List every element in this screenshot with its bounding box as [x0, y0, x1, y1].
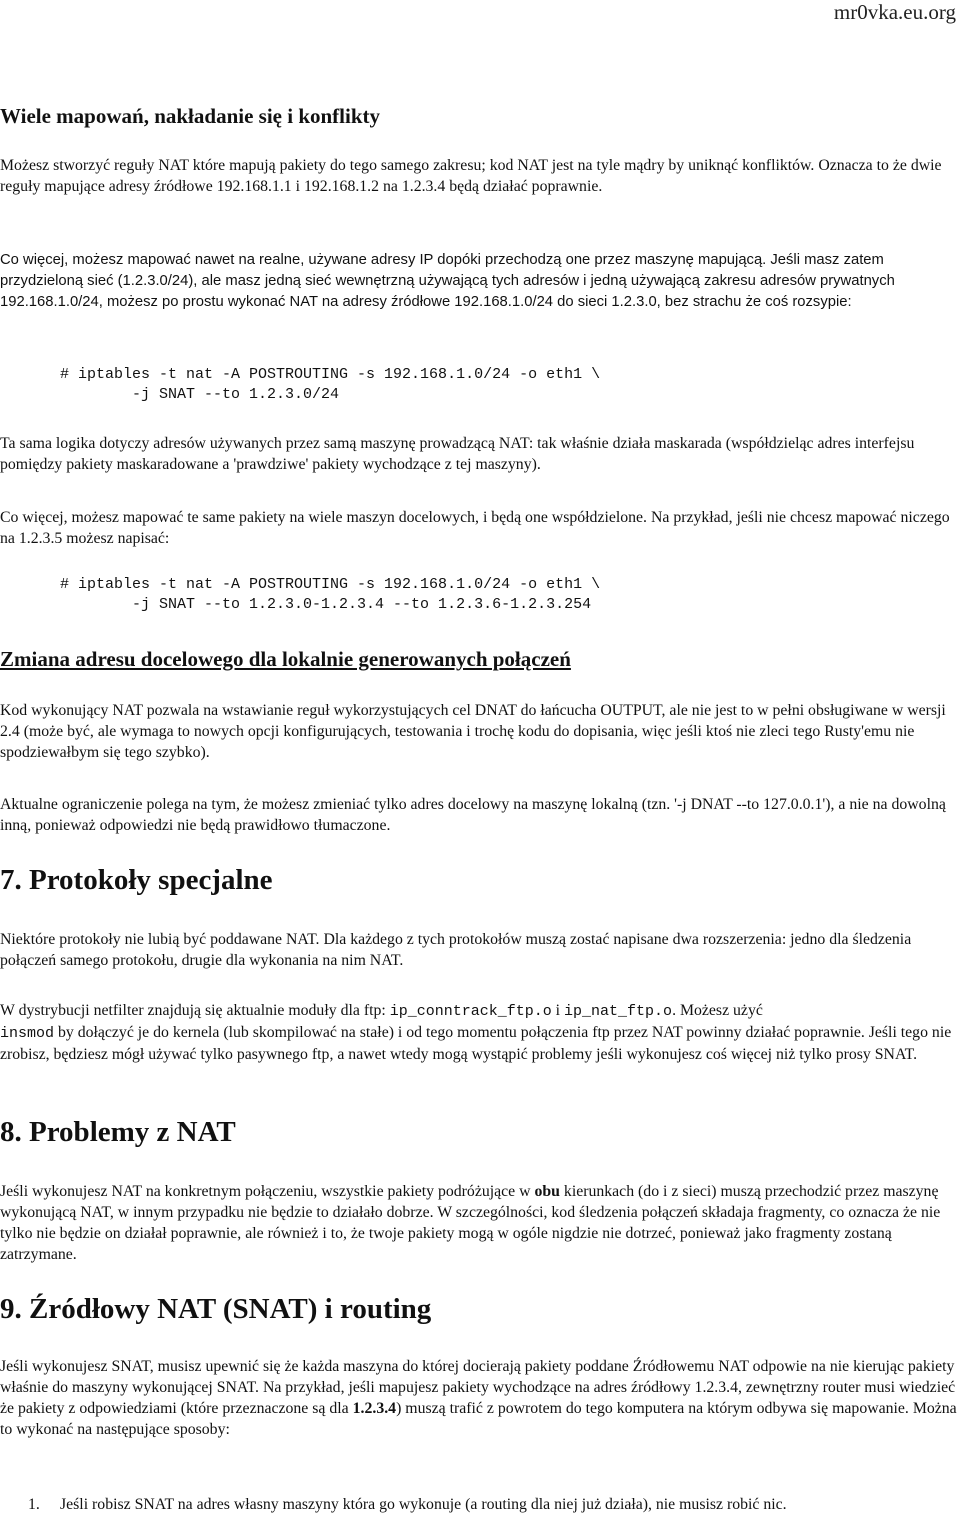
text: . Możesz użyć — [672, 1002, 763, 1019]
code-inline: ip_conntrack_ftp.o — [389, 1003, 552, 1020]
text: ) muszą trafić z powrotem do tego komputera na którym odbywa się mapowanie. Można to wykonać na następujące sposoby: — [0, 1400, 957, 1438]
section-title-multi: Wiele mapowań, nakładanie się i konflikty — [0, 104, 381, 128]
section-title-problems: 8. Problemy z NAT — [0, 1116, 236, 1148]
code-block: # iptables -t nat -A POSTROUTING -s 192.168.1.0/24 -o eth1 \ -j SNAT --to 1.2.3.0-1.2.3.4 --to 1.2.3.6-1.2.3.254 — [60, 576, 601, 613]
paragraph — [0, 1356, 958, 1440]
list-item-number: 1. — [28, 1496, 40, 1513]
paragraph: Kod wykonujący NAT pozwala na wstawianie reguł wykorzystujących cel DNAT do łańcucha OUTPUT, ale nie jest to w pełni obsługiwane w wersji 2.4 (może być, ale wymaga to nowych opcji konfigurujących, testowania i trochę kodu do dopisania, więc jeśli ktoś nie zleci tego Rusty'emu nie spodziewałbym się tego szybko). — [0, 702, 946, 761]
section-title-snat-routing: 9. Źródłowy NAT (SNAT) i routing — [0, 1293, 432, 1325]
list-item: Jeśli robisz SNAT na adres własny maszyny która go wykonuje (a routing dla niej już działa), nie musisz robić nic. — [60, 1496, 787, 1513]
code-inline: insmod — [0, 1025, 55, 1042]
paragraph: Niektóre protokoły nie lubią być poddawane NAT. Dla każdego z tych protokołów muszą zostać napisane dwa rozszerzenia: jedno dla śledzenia połączeń samego protokołu, drugie dla wykonania na nim NAT. — [0, 931, 912, 969]
paragraph: Co więcej, możesz mapować te same pakiety na wiele maszyn docelowych, i będą one współdzielone. Na przykład, jeśli nie chcesz mapować niczego na 1.2.3.5 możesz napisać: — [0, 509, 950, 547]
bold-text: 1.2.3.4 — [352, 1400, 397, 1417]
text: by dołączyć je do kernela (lub skompilować na stałe) i od tego momentu połączenia ftp przez NAT powinny działać poprawnie. Jeśli tego nie zrobisz, będziesz mógł używać tylko pasywnego ftp, a nawet wtedy mogą wystąpić problemy jeśli wykonujesz coś więcej niż tylko prosy SNAT. — [0, 1024, 952, 1063]
paragraph — [0, 1181, 958, 1265]
paragraph: Ta sama logika dotyczy adresów używanych przez samą maszynę prowadzącą NAT: tak właśnie działa maskarada (współdzieląc adres interfejsu pomiędzy pakiety maskaradowane a 'prawdziwe' pakiety wychodzące z tej maszyny). — [0, 435, 915, 473]
text: W dystrybucji netfilter znajdują się aktualnie moduły dla ftp: — [0, 1002, 390, 1019]
text: kierunkach (do i z sieci) muszą przechodzić przez maszynę wykonującą NAT, w innym przypadku nie będzie to działało dobrze. W szczególności, kod śledzenia połączeń składaja fragmenty, co oznacza że nie tylko nie będzie on działał poprawnie, ale również i to, że twoje pakiety mogą w ogóle nigdzie nie dotrzeć, ponieważ jako fragmenty zostaną zatrzymane. — [0, 1183, 941, 1263]
text: Jeśli wykonujesz SNAT, musisz upewnić się że każda maszyna do której docierają pakiety poddane Źródłowemu NAT odpowie na nie kierując pakiety właśnie do maszyny wykonującej SNAT. Na przykład, jeśli mapujesz pakiety wychodzące na adres źródłowy 1.2.3.4, zewnętrzny router musi wiedzieć że pakiety z odpowiedziami (które przeznaczone są dla — [0, 1358, 956, 1417]
section-title-dnat: Zmiana adresu docelowego dla lokalnie generowanych połączeń — [0, 647, 571, 671]
paragraph-ftp-modules — [0, 1000, 958, 1065]
text: Jeśli wykonujesz NAT na konkretnym połączeniu, wszystkie pakiety podróżujące w — [0, 1183, 535, 1200]
bold-text: obu — [534, 1183, 560, 1200]
text: i — [551, 1002, 565, 1019]
paragraph: Co więcej, możesz mapować nawet na realne, używane adresy IP dopóki przechodzą one przez maszynę mapującą. Jeśli masz zatem przydzieloną sieć (1.2.3.0/24), ale masz jedną sieć wewnętrzną używającą tych adresów i jedną używającą zakresu adresów prywatnych 192.168.1.0/24, możesz po prostu wykonać NAT na adresy źródłowe 192.168.1.0/24 do sieci 1.2.3.0, bez strachu że coś rozsypie: — [0, 252, 895, 310]
paragraph: Aktualne ograniczenie polega na tym, że możesz zmieniać tylko adres docelowy na maszynę lokalną (tzn. '-j DNAT --to 127.0.0.1'), a nie na dowolną inną, ponieważ odpowiedzi nie będą prawidłowo tłumaczone. — [0, 796, 946, 834]
site-url: mr0vka.eu.org — [833, 0, 956, 24]
code-inline: ip_nat_ftp.o — [564, 1003, 673, 1020]
code-block: # iptables -t nat -A POSTROUTING -s 192.168.1.0/24 -o eth1 \ -j SNAT --to 1.2.3.0/24 — [60, 366, 601, 403]
section-title-protocols: 7. Protokoły specjalne — [0, 864, 273, 896]
paragraph: Możesz stworzyć reguły NAT które mapują pakiety do tego samego zakresu; kod NAT jest na tyle mądry by uniknąć konfliktów. Oznacza to że dwie reguły mapujące adresy źródłowe 192.168.1.1 i 192.168.1.2 na 1.2.3.4 będą działać poprawnie. — [0, 157, 942, 195]
